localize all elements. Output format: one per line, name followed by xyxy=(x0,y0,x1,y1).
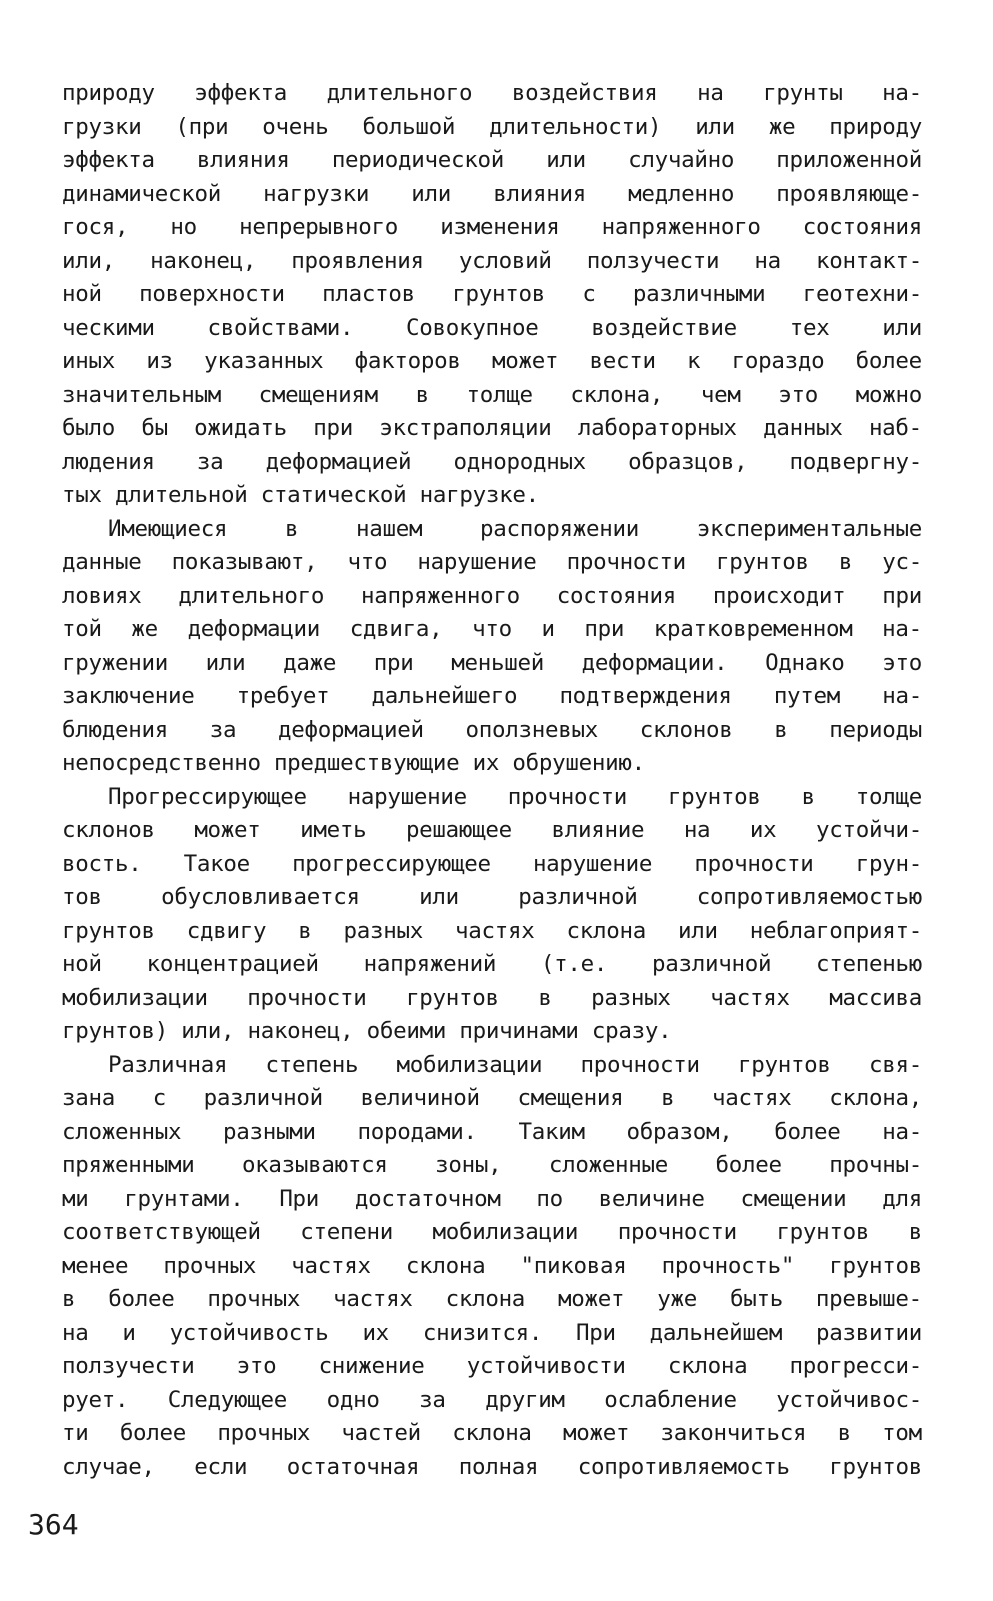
text-line: грунтов сдвигу в разных частях склона или неблагоприят- xyxy=(62,917,922,944)
text-line: сложенных разными породами. Таким образом, более на- xyxy=(62,1118,922,1145)
text-line: иных из указанных факторов может вести к гораздо более xyxy=(62,348,922,374)
text-line: грузки (при очень большой длительности) или же природу xyxy=(62,113,922,140)
text-line: данные показывают, что нарушение прочности грунтов в ус- xyxy=(62,549,922,575)
text-line: Различная степень мобилизации прочности грунтов свя- xyxy=(108,1051,922,1078)
text-line: ческими свойствами. Совокупное воздействие тех или xyxy=(62,314,922,341)
text-line: ползучести это снижение устойчивости склона прогресси- xyxy=(62,1353,922,1379)
text-line: склонов может иметь решающее влияние на их устойчи- xyxy=(62,817,922,843)
text-line: заключение требует дальнейшего подтверждения путем на- xyxy=(62,683,922,709)
text-line: Прогрессирующее нарушение прочности грунтов в толще xyxy=(108,783,922,810)
text-line: рует. Следующее одно за другим ослабление устойчивос- xyxy=(62,1386,922,1413)
text-line: тых длительной статической нагрузке. xyxy=(62,482,539,508)
text-line: блюдения за деформацией оползневых склонов в периоды xyxy=(62,716,922,743)
text-line: мобилизации прочности грунтов в разных частях массива xyxy=(62,984,922,1011)
body-text xyxy=(62,77,922,1484)
text-line: ми грунтами. При достаточном по величине смещении для xyxy=(62,1185,922,1212)
text-line: вость. Такое прогрессирующее нарушение прочности грун- xyxy=(62,850,922,877)
text-line: ной поверхности пластов грунтов с различными геотехни- xyxy=(62,281,922,307)
text-line: эффекта влияния периодической или случайно приложенной xyxy=(62,147,922,173)
text-line: динамической нагрузки или влияния медленно проявляюще- xyxy=(62,180,922,207)
text-line: случае, если остаточная полная сопротивляемость грунтов xyxy=(62,1453,922,1480)
text-line: тов обусловливается или различной сопротивляемостью xyxy=(62,884,922,910)
text-line: пряженными оказываются зоны, сложенные более прочны- xyxy=(62,1152,922,1178)
text-line: людения за деформацией однородных образцов, подвергну- xyxy=(62,448,922,475)
text-line: зана с различной величиной смещения в частях склона, xyxy=(62,1085,922,1111)
text-line: той же деформации сдвига, что и при кратковременном на- xyxy=(62,616,922,642)
text-line: в более прочных частях склона может уже быть превыше- xyxy=(62,1286,922,1312)
text-line: менее прочных частях склона "пиковая прочность" грунтов xyxy=(62,1252,922,1279)
text-line: грунтов) или, наконец, обеими причинами сразу. xyxy=(62,1018,672,1044)
text-line: соответствующей степени мобилизации прочности грунтов в xyxy=(62,1219,922,1245)
text-line: значительным смещениям в толще склона, чем это можно xyxy=(62,381,922,408)
text-line: ловиях длительного напряженного состояния происходит при xyxy=(62,582,922,609)
text-line: гружении или даже при меньшей деформации. Однако это xyxy=(62,649,922,676)
text-line: или, наконец, проявления условий ползучести на контакт- xyxy=(62,247,922,274)
text-line: на и устойчивость их снизится. При дальнейшем развитии xyxy=(62,1319,922,1346)
text-line: ти более прочных частей склона может закончиться в том xyxy=(62,1420,922,1446)
text-line: было бы ожидать при экстраполяции лабораторных данных наб- xyxy=(62,415,922,441)
text-line: природу эффекта длительного воздействия на грунты на- xyxy=(62,80,922,106)
text-line: гося, но непрерывного изменения напряженного состояния xyxy=(62,214,922,240)
page-number: 364 xyxy=(28,1508,79,1541)
text-line: Имеющиеся в нашем распоряжении экспериментальные xyxy=(108,515,922,542)
text-line: непосредственно предшествующие их обрушению. xyxy=(62,750,645,776)
text-line: ной концентрацией напряжений (т.е. различной степенью xyxy=(62,951,922,977)
